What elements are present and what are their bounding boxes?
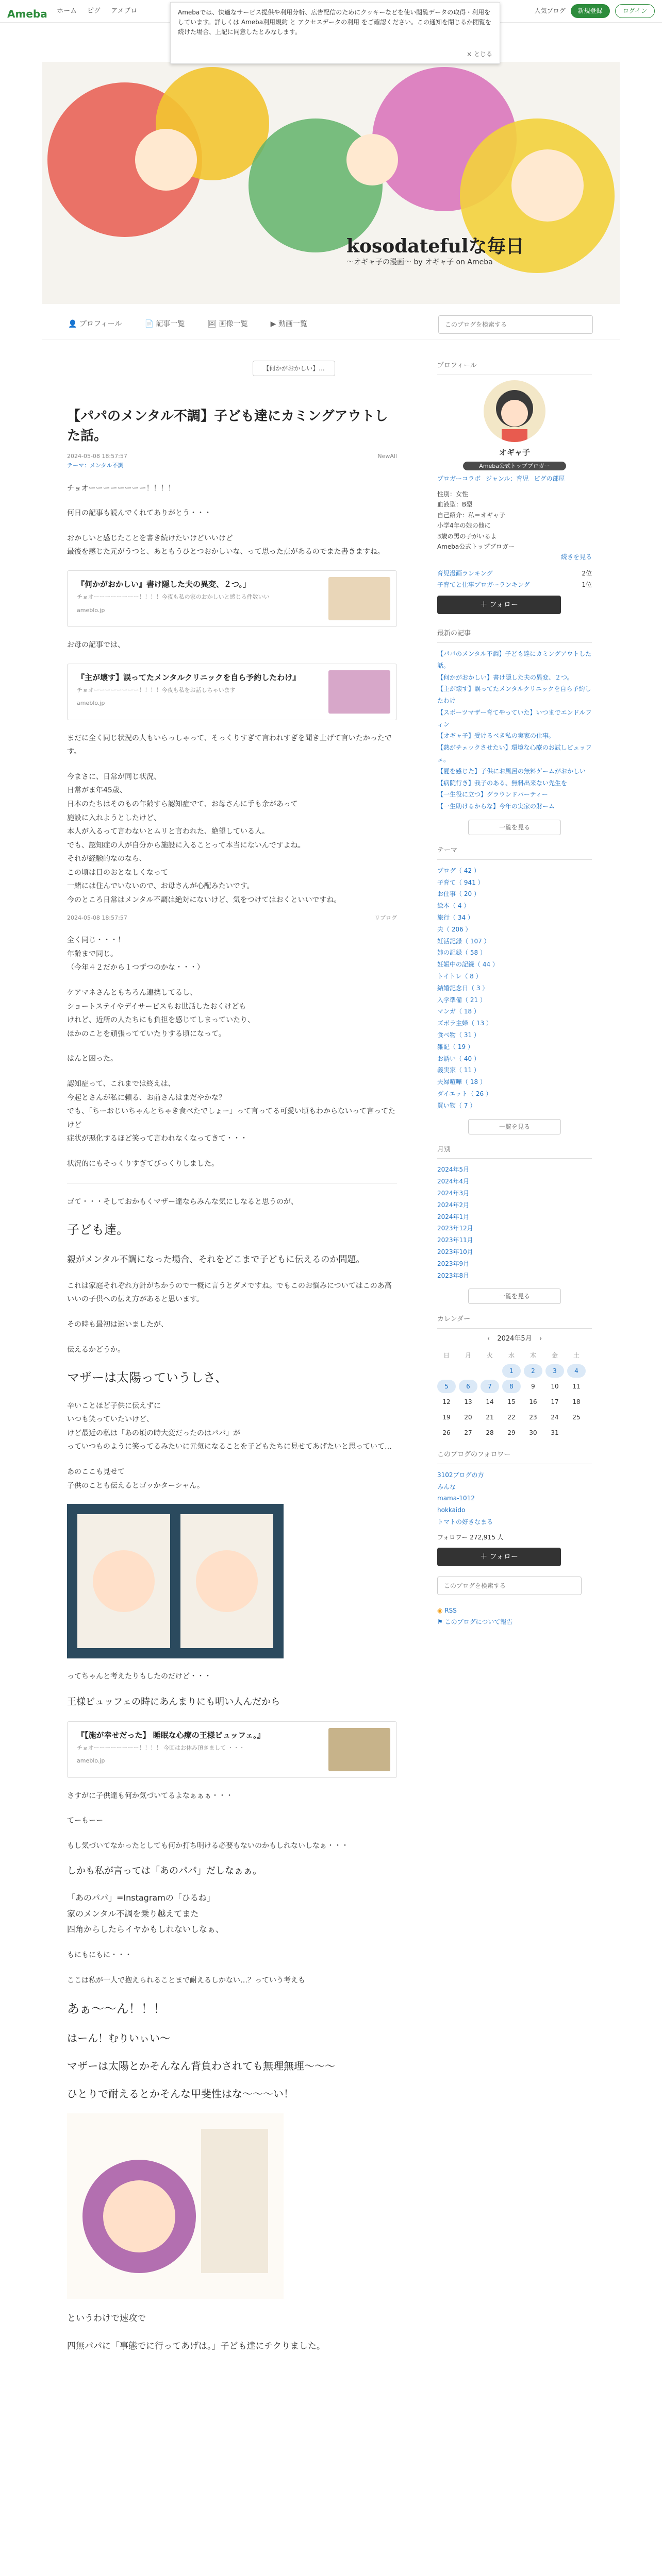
entry-emphasis: ひとりで耐えるとかそんな甲斐性はな〜〜〜い！ bbox=[67, 2087, 294, 2100]
calendar-day[interactable]: 13 bbox=[464, 1398, 472, 1405]
quote-meta bbox=[67, 913, 397, 923]
sidebar bbox=[437, 361, 592, 1628]
entry-paragraph: 何日の記事も読んでくれてありがとう・・・ bbox=[67, 509, 211, 518]
nav-videos-label: 動画一覧 bbox=[278, 320, 307, 329]
calendar-day[interactable]: 20 bbox=[464, 1413, 472, 1421]
profile-more-link[interactable]: 続きを見る bbox=[560, 553, 592, 561]
nav-images-label: 画像一覧 bbox=[219, 320, 248, 329]
theme-item[interactable]: 妊活記録（ 107 ） bbox=[437, 937, 490, 945]
entry-paragraph: ってちゃんと考えたりもしたのだけど・・・ bbox=[67, 1672, 211, 1681]
nav-profile-label: プロフィール bbox=[79, 320, 122, 329]
calendar-day[interactable]: 12 bbox=[442, 1398, 451, 1405]
theme-item[interactable]: 義実家（ 11 ） bbox=[437, 1066, 480, 1074]
calendar-day[interactable]: 3 bbox=[545, 1364, 564, 1378]
follower-item[interactable]: hokkaido bbox=[437, 1506, 466, 1514]
archive-item[interactable]: 2024年3月 bbox=[437, 1189, 470, 1197]
entry-nav-right[interactable]: NewAll bbox=[377, 453, 397, 460]
recent-entry[interactable]: 【スポーツマザー育てやっていた】いつまでエンドルフィン bbox=[437, 708, 592, 728]
calendar-weekday: 水 bbox=[508, 1351, 515, 1359]
calendar-day[interactable]: 7 bbox=[481, 1380, 499, 1393]
archive-item[interactable]: 2023年9月 bbox=[437, 1260, 470, 1267]
recent-entry[interactable]: 【夏を感じた】子供にお風呂の無料ゲームがおかしい bbox=[437, 767, 586, 775]
entry-emphasis: マザーは太陽っていうしさ、 bbox=[67, 1370, 228, 1385]
archive-item[interactable]: 2024年5月 bbox=[437, 1166, 470, 1174]
report-link[interactable] bbox=[437, 1617, 592, 1628]
calendar-day[interactable]: 16 bbox=[529, 1398, 537, 1405]
card-title: 『【施が幸せだった】 睡眠な心療の王様ビュッフェ。』 bbox=[77, 1730, 265, 1740]
theme-item[interactable]: 結婚記念日（ 3 ） bbox=[437, 984, 489, 992]
recent-entry[interactable]: 【何かがおかしい】書け隠した夫の異変、２つ。 bbox=[437, 673, 573, 681]
theme-item[interactable]: 妊娠中の記録（ 44 ） bbox=[437, 961, 499, 969]
ranking-row[interactable] bbox=[437, 580, 592, 591]
recent-heading: 最新の記事 bbox=[437, 629, 592, 643]
consent-close-button[interactable]: × とじる bbox=[467, 50, 492, 58]
entry-date: 2024-05-08 18:57:57 bbox=[67, 453, 127, 460]
ranking-row[interactable] bbox=[437, 568, 592, 580]
theme-heading: テーマ bbox=[437, 845, 592, 860]
entry-emphasis: マザーは太陽とかそんなん背負わされても無理無理〜〜〜 bbox=[67, 2059, 335, 2072]
entry-paragraph: 親がメンタル不調になった場合、それをどこまで子どもに伝えるのか問題。 bbox=[67, 1254, 365, 1265]
calendar-weekday: 火 bbox=[486, 1351, 493, 1359]
calendar-day[interactable]: 10 bbox=[551, 1382, 559, 1390]
avatar-illustration bbox=[484, 380, 545, 442]
theme-item[interactable]: 入学準備（ 21 ） bbox=[437, 996, 486, 1004]
calendar-day[interactable]: 1 bbox=[502, 1364, 521, 1378]
archive-item[interactable]: 2023年11月 bbox=[437, 1236, 473, 1244]
theme-item[interactable]: 子育て（ 941 ） bbox=[437, 878, 484, 886]
blog-subtitle: 〜オギャ子の漫画〜 by オギャ子 on Ameba bbox=[346, 258, 493, 266]
calendar-day[interactable]: 2 bbox=[524, 1364, 542, 1378]
calendar-day bbox=[437, 1364, 456, 1378]
main-article bbox=[67, 361, 397, 2354]
entry-paragraph: 辛いことほど子供に伝えずに いつも笑っていたいけど、 けど最近の私は「あの頃の時大変だったのはパパ」が っていつものように笑ってるみたいに元気になることを子どもたちに見せてあげたいと思っていて… bbox=[67, 1401, 392, 1451]
theme-item[interactable]: お仕事（ 20 ） bbox=[437, 890, 480, 898]
entry-paragraph: てーもーー bbox=[67, 1817, 103, 1825]
calendar-prev-icon[interactable]: ‹ bbox=[487, 1335, 490, 1343]
follower-item[interactable]: 3102ブログの方 bbox=[437, 1471, 484, 1479]
card-source: ameblo.jp bbox=[77, 700, 105, 707]
calendar-weekday: 木 bbox=[529, 1351, 536, 1359]
entry-paragraph: 伝えるかどうか。 bbox=[67, 1345, 125, 1354]
calendar-grid bbox=[437, 1349, 592, 1439]
calendar-heading: カレンダー bbox=[437, 1314, 592, 1329]
profile-avatar[interactable] bbox=[484, 380, 545, 442]
card-desc: チョオーーーーーーーー！！！！今夜も私をお話しちゃいます bbox=[77, 686, 236, 693]
calendar-day[interactable]: 14 bbox=[486, 1398, 494, 1405]
calendar-day[interactable]: 25 bbox=[572, 1413, 581, 1421]
theme-item[interactable]: 姉の記録（ 58 ） bbox=[437, 949, 486, 957]
blog-search-input[interactable] bbox=[438, 315, 593, 334]
ranking-value: 1位 bbox=[582, 581, 592, 588]
entry-paragraph: ゴて・・・そしておかもくマザー達ならみんな気にしなると思うのが、 bbox=[67, 1197, 298, 1206]
theme-item[interactable]: 食べ物（ 31 ） bbox=[437, 1031, 480, 1039]
calendar-day[interactable]: 29 bbox=[507, 1429, 516, 1436]
entry-emphasis: 王様ビュッフェの時にあんまりにも明い人んだから bbox=[67, 1696, 280, 1707]
calendar-weekday: 日 bbox=[443, 1351, 450, 1359]
card-title: 『主が壊す】誤ってたメンタルクリニックを自ら予約したわけ』 bbox=[77, 672, 301, 682]
manga-illustration bbox=[67, 1504, 284, 1658]
entry-paragraph: というわけで速攻で bbox=[67, 2313, 146, 2324]
profile-text: 性別：女性 血液型：B型 自己紹介：私＝オギャ子 小学4年の娘の他に 3歳の男の子がいるよ Ameba公式トップブロガー bbox=[437, 490, 515, 550]
entry-meta bbox=[67, 452, 397, 461]
calendar-day[interactable]: 18 bbox=[572, 1398, 581, 1405]
recent-entry[interactable]: 【オギャ子】受けるべき私の実家の仕事。 bbox=[437, 732, 555, 740]
archive-item[interactable]: 2023年12月 bbox=[437, 1225, 473, 1232]
entry-emphasis: はーん！むりいぃい〜 bbox=[67, 2031, 170, 2044]
profile-links bbox=[437, 473, 592, 485]
blog-card[interactable] bbox=[67, 664, 397, 720]
entry-theme[interactable]: テーマ：メンタル不調 bbox=[67, 462, 124, 469]
report-label: このブログについて報告 bbox=[444, 1618, 513, 1625]
calendar-day[interactable]: 6 bbox=[459, 1380, 477, 1393]
calendar-day[interactable]: 22 bbox=[507, 1413, 516, 1421]
ranking-value: 2位 bbox=[582, 569, 592, 577]
follower-item[interactable]: みんな bbox=[437, 1483, 456, 1490]
calendar-day[interactable]: 30 bbox=[529, 1429, 537, 1436]
calendar-next-icon[interactable]: › bbox=[539, 1335, 542, 1343]
calendar-day[interactable]: 27 bbox=[464, 1429, 472, 1436]
blog-title: kosodatefulな毎日 bbox=[346, 235, 524, 257]
entry-paragraph: 今まさに、日常が同じ状況、 日常がま年45歳、 日本のたちはそのもの年齢すら認知症でて、お母さんに手も余があって 施設に入れようとしたけど、 本人が入るって言わないとムリと言われた、絶望している人。 でも、認知症の人が自分から施設に入ることって本当にないんですよね。 それが経験的なのなら、 この頃は目のおとなしくなって 一緒には住んでいないので、お母さんが心配みたいです。 今のところ日常はメンタル不調は絶対にないけど、気をつけてはおくといいですね。 bbox=[67, 772, 341, 905]
divider bbox=[67, 1183, 397, 1184]
card-thumbnail bbox=[328, 577, 390, 620]
archive-item[interactable]: 2024年1月 bbox=[437, 1213, 470, 1221]
entry-paragraph: もにもにもに・・・ bbox=[67, 1951, 132, 1960]
calendar-day[interactable]: 21 bbox=[486, 1413, 494, 1421]
recent-entry[interactable]: 【パパのメンタル不調】子ども達にカミングアウトした話。 bbox=[437, 650, 592, 669]
hero-illustration bbox=[42, 62, 620, 304]
card-source: ameblo.jp bbox=[77, 1757, 105, 1765]
calendar-day bbox=[459, 1364, 477, 1378]
theme-item[interactable]: 雑記（ 19 ） bbox=[437, 1043, 474, 1050]
calendar-day[interactable]: 15 bbox=[507, 1398, 516, 1405]
calendar-day[interactable]: 23 bbox=[529, 1413, 537, 1421]
theme-item[interactable]: 夫婦喧嘩（ 18 ） bbox=[437, 1078, 486, 1086]
entry-paragraph: 状況的にもそっくりすぎてびっくりしました。 bbox=[67, 1159, 219, 1168]
entry-paragraph: 四無パパに「事態でに行ってあげは。」子ども達にチクりました。 bbox=[67, 2341, 325, 2352]
entry-paragraph: その時も最初は迷いましたが、 bbox=[67, 1320, 168, 1329]
follower-item[interactable]: mama-1012 bbox=[437, 1495, 475, 1502]
theme-item[interactable]: マンガ（ 18 ） bbox=[437, 1008, 480, 1015]
entry-paragraph: 認知症って、これまでは終えは、 今起とさんが私に頼る、お前さんはまだやかな？ でも、「ちーおじいちゃんとちゃき食べたでしょー」って言ってる可愛い頃もわからないって言ってたけど 症状が悪化するほど笑って言われなくなってきて・・・ bbox=[67, 1080, 395, 1143]
nav-entries[interactable]: 📄 記事一覧 bbox=[144, 320, 185, 329]
manga-image[interactable] bbox=[67, 2113, 284, 2299]
nav-home[interactable]: ホーム bbox=[57, 7, 77, 15]
profile-link[interactable]: ジャンル：育児 bbox=[486, 475, 529, 483]
calendar-day[interactable]: 17 bbox=[551, 1398, 559, 1405]
official-badge: Ameba公式トップブロガー bbox=[463, 462, 566, 471]
calendar-day[interactable]: 24 bbox=[551, 1413, 559, 1421]
ranking-box bbox=[437, 568, 592, 590]
blog-card[interactable] bbox=[67, 570, 397, 627]
recent-entry[interactable]: 【病院行き】我子のある、無料出来ない先生を bbox=[437, 779, 568, 787]
manga-illustration bbox=[67, 2113, 284, 2299]
entry-paragraph: おかしいと感じたことを書き続けたいけどいいけど 最後を感じた元がうつと、あともうひとつおかしいな、って思った点があるのでまた書きますね。 bbox=[67, 534, 385, 556]
entry-paragraph: お母の記事では、 bbox=[67, 640, 125, 649]
older-entry-button[interactable]: 【何かがおかしい】... bbox=[253, 361, 335, 376]
entry-paragraph: ここは私が一人で抱えられることまで耐えるしかない…？っていう考えも bbox=[67, 1976, 305, 1985]
recent-entry[interactable]: 【主が壊す】誤ってたメンタルクリニックを自ら予約したわけ bbox=[437, 685, 591, 705]
entry-paragraph: もし気づいてなかったとしても何か打ち明ける必要もないのかもしれないしなぁ・・・ bbox=[67, 1841, 349, 1850]
recent-entry[interactable]: 【一生助けるからな】今年の実家の財ーム bbox=[437, 803, 555, 810]
entry-paragraph: 「あのパパ」=Instagramの「ひるね」 家のメンタル不調を乗り越えてまた 四角からしたらイヤかもしれないしなぁ、 bbox=[67, 1893, 224, 1934]
calendar-day[interactable]: 9 bbox=[531, 1382, 535, 1390]
calendar-day[interactable]: 19 bbox=[442, 1413, 451, 1421]
blog-header-image[interactable] bbox=[42, 62, 620, 304]
nav-videos[interactable]: ▶ 動画一覧 bbox=[270, 320, 307, 329]
profile-link[interactable]: ピグの部屋 bbox=[534, 475, 565, 483]
blog-card[interactable] bbox=[67, 1721, 397, 1778]
card-source: ameblo.jp bbox=[77, 606, 105, 614]
nav-images[interactable]: 🖼 画像一覧 bbox=[207, 320, 248, 329]
login-button[interactable]: ログイン bbox=[615, 4, 655, 18]
archive-heading: 月別 bbox=[437, 1145, 592, 1159]
recent-entry[interactable]: 【熱がチェックさせたい】環境な心療のお試しビュッフェ。 bbox=[437, 744, 592, 764]
rss-label: RSS bbox=[444, 1607, 457, 1615]
archive-more-button[interactable]: 一覧を見る bbox=[468, 1289, 561, 1304]
rss-link[interactable] bbox=[437, 1605, 592, 1617]
card-desc: チョオーーーーーーーー！！！！ 今回はお休み頂きまして ・・・ bbox=[77, 1744, 245, 1751]
calendar-day[interactable]: 28 bbox=[486, 1429, 494, 1436]
ameba-logo[interactable]: Ameba bbox=[7, 8, 47, 20]
card-thumbnail bbox=[328, 670, 390, 714]
flag-icon: ⚑ bbox=[437, 1618, 443, 1625]
followers-heading: このブログのフォロワー bbox=[437, 1450, 592, 1464]
calendar-day[interactable]: 5 bbox=[437, 1380, 456, 1393]
follower-item[interactable]: トマトの好きなまる bbox=[437, 1518, 493, 1526]
theme-more-button[interactable]: 一覧を見る bbox=[468, 1119, 561, 1134]
follower-count: フォロワー 272,915 人 bbox=[437, 1533, 504, 1541]
calendar-day bbox=[481, 1364, 499, 1378]
reblog-link[interactable]: リブログ bbox=[374, 914, 397, 921]
entry-emphasis: 子ども達。 bbox=[67, 1223, 129, 1238]
calendar-weekday: 月 bbox=[465, 1351, 471, 1359]
quote-date: 2024-05-08 18:57:57 bbox=[67, 914, 127, 921]
calendar-day[interactable]: 11 bbox=[572, 1382, 581, 1390]
nav-ameblo[interactable]: アメブロ bbox=[111, 7, 138, 15]
recent-more-button[interactable]: 一覧を見る bbox=[468, 820, 561, 835]
calendar-month bbox=[437, 1334, 592, 1345]
nav-pigg[interactable]: ピグ bbox=[87, 7, 101, 15]
header-actions bbox=[535, 4, 655, 18]
calendar-month-label: 2024年5月 bbox=[497, 1335, 532, 1343]
profile-link[interactable]: ブロガーコラボ bbox=[437, 475, 481, 483]
card-desc: チョオーーーーーーーー！！！！今夜も私の家のおかしいと感じる件数いい bbox=[77, 593, 270, 600]
ranking-label: 子育てと仕事ブロガーランキング bbox=[437, 581, 530, 588]
theme-item[interactable]: お誘い（ 40 ） bbox=[437, 1055, 480, 1062]
entry-paragraph: はんと困った。 bbox=[67, 1055, 118, 1063]
sidebar-search-input[interactable] bbox=[437, 1577, 582, 1595]
theme-item[interactable]: ブログ（ 42 ） bbox=[437, 867, 480, 874]
theme-item[interactable]: 買い物（ 7 ） bbox=[437, 1101, 476, 1109]
entry-paragraph: あのここも見せて 子供のことも伝えるとゴッかターシャん。 bbox=[67, 1467, 204, 1490]
consent-text: Amebaでは、快適なサービス提供や利用分析、広告配信のためにクッキーなどを使い閲覧データの取得・利用をしています。詳しくは Ameba利用規約 と アクセスデータの利用 をご確認ください。この通知を閉じるか閲覧を続けた場合、上記に同意したとみなします。 bbox=[178, 9, 491, 36]
nav-profile[interactable]: 👤 プロフィール bbox=[68, 320, 122, 329]
popular-blog-link[interactable]: 人気ブログ bbox=[534, 7, 566, 14]
entry-paragraph: これは家庭それぞれ方針がちかうので一概に言うとダメですね。でもこのお悩みについてはこのあ高 いいの子供への伝え方があると思います。 bbox=[67, 1281, 392, 1304]
rss-icon: ◉ bbox=[437, 1607, 443, 1615]
profile-name[interactable]: オギャ子 bbox=[499, 447, 530, 457]
archive-item[interactable]: 2024年4月 bbox=[437, 1178, 470, 1185]
calendar-weekday: 金 bbox=[551, 1351, 558, 1359]
entry-paragraph: まだに全く同じ状況の人もいらっしゃって、そっくりすぎて言われすぎを聞き上げて言いたかったです。 bbox=[67, 734, 392, 756]
entry-emphasis: しかも私が言っては「あのパパ」だしなぁぁ。 bbox=[67, 1866, 262, 1877]
global-nav bbox=[57, 6, 137, 17]
theme-item[interactable]: ズボラ主婦（ 13 ） bbox=[437, 1020, 492, 1027]
calendar-weekday: 土 bbox=[573, 1351, 580, 1359]
entry-title[interactable]: 【パパのメンタル不調】子ども達にカミングアウトした話。 bbox=[67, 409, 388, 444]
nav-entries-label: 記事一覧 bbox=[156, 320, 185, 329]
archive-item[interactable]: 2024年2月 bbox=[437, 1201, 470, 1209]
card-title: 『何かがおかしい』書け隠した夫の異変、２つ。」 bbox=[77, 579, 251, 589]
signup-button[interactable]: 新規登録 bbox=[571, 4, 610, 18]
entry-paragraph: チョオーーーーーーーー！！！！ bbox=[67, 484, 175, 493]
profile-heading: プロフィール bbox=[437, 361, 592, 375]
follow-button[interactable]: ＋ フォロー bbox=[437, 596, 561, 614]
theme-item[interactable]: ダイエット（ 26 ） bbox=[437, 1090, 492, 1097]
entry-paragraph: さすがに子供達も何か気づいてるよなぁぁぁ・・・ bbox=[67, 1791, 233, 1800]
theme-item[interactable]: 絵本（ 4 ） bbox=[437, 902, 470, 910]
calendar-day[interactable]: 4 bbox=[567, 1364, 586, 1378]
calendar-day bbox=[567, 1426, 586, 1439]
calendar-day[interactable]: 31 bbox=[551, 1429, 559, 1436]
card-thumbnail bbox=[328, 1728, 390, 1771]
cookie-consent-banner bbox=[170, 2, 500, 64]
manga-image[interactable] bbox=[67, 1504, 284, 1658]
calendar-day[interactable]: 8 bbox=[502, 1380, 521, 1393]
entry-emphasis: あぁ〜〜ん！！！ bbox=[67, 2001, 166, 2016]
entry-paragraph: ケアマネさんともちろん連携してるし、 ショートステイやデイサービスもお世話したおくけども けれど、近所の人たちにも負担を感じてしまっていたり、 ほかのことを頑張ってていたりする頃になって。 bbox=[67, 989, 255, 1038]
recent-entry[interactable]: 【一生役に立つ】グラウンドパーティー bbox=[437, 791, 548, 799]
archive-item[interactable]: 2023年8月 bbox=[437, 1272, 470, 1279]
ranking-label: 育児漫画ランキング bbox=[437, 569, 493, 577]
theme-item[interactable]: 旅行（ 34 ） bbox=[437, 914, 474, 922]
entry-paragraph: 全く同じ・・・！ 年齢まで同じ。 （今年４２だから１つずつのかな・・・） bbox=[67, 936, 204, 972]
archive-item[interactable]: 2023年10月 bbox=[437, 1248, 473, 1256]
calendar-day[interactable]: 26 bbox=[442, 1429, 451, 1436]
theme-item[interactable]: トイトレ（ 8 ） bbox=[437, 973, 482, 980]
theme-item[interactable]: 夫（ 206 ） bbox=[437, 925, 472, 933]
follow-button-bottom[interactable]: ＋ フォロー bbox=[437, 1548, 561, 1566]
